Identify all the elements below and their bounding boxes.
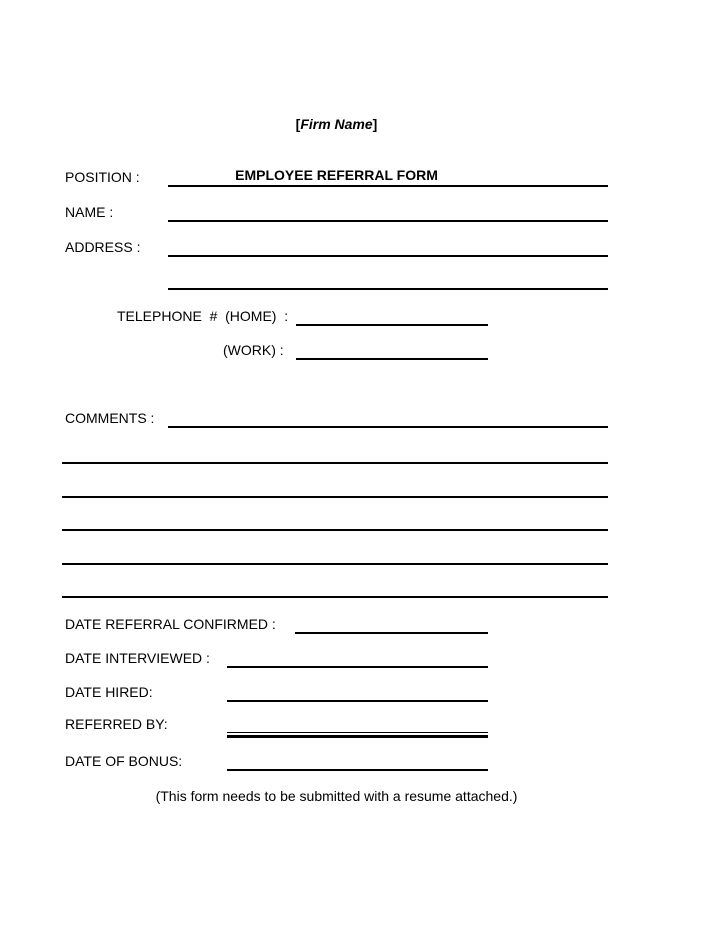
date-hired-blank-line	[227, 684, 488, 702]
date-hired-label: DATE HIRED:	[65, 684, 153, 700]
comments-ruled-blank-line	[62, 596, 608, 598]
name-blank-line	[168, 204, 608, 222]
footer-note: (This form needs to be submitted with a resume attached.)	[155, 788, 518, 804]
position-label: POSITION :	[65, 169, 140, 185]
firm-name-line	[65, 116, 608, 133]
telephone-work-blank-line	[296, 342, 488, 360]
firm-name-bracket-open: [	[295, 116, 301, 132]
telephone-home-label: TELEPHONE # (HOME) :	[117, 308, 289, 324]
address-blank-line-2	[168, 272, 608, 290]
date-interviewed-label: DATE INTERVIEWED :	[65, 650, 210, 666]
comments-ruled-blank-line	[62, 529, 608, 531]
comments-extra-lines	[62, 462, 608, 630]
comments-blank-line	[168, 410, 608, 428]
telephone-home-blank-line	[296, 308, 488, 326]
comments-ruled-blank-line	[62, 462, 608, 464]
address-blank-line-1	[168, 239, 608, 257]
firm-name-placeholder: Firm Name	[300, 116, 373, 132]
comments-ruled-blank-line	[62, 496, 608, 498]
firm-name-bracket-close: ]	[372, 116, 378, 132]
form-title: EMPLOYEE REFERRAL FORM	[235, 167, 438, 183]
date-of-bonus-label: DATE OF BONUS:	[65, 753, 183, 769]
position-blank-line	[168, 169, 608, 187]
referred-by-underline-rule	[227, 735, 488, 738]
date-of-bonus-blank-line	[227, 753, 488, 771]
comments-label: COMMENTS :	[65, 410, 155, 426]
date-referral-confirmed-blank-line	[295, 616, 488, 634]
name-label: NAME :	[65, 204, 114, 220]
form-title-block	[65, 82, 608, 218]
address-label: ADDRESS :	[65, 239, 141, 255]
comments-ruled-blank-line	[62, 563, 608, 565]
date-referral-confirmed-label: DATE REFERRAL CONFIRMED :	[65, 616, 276, 632]
date-interviewed-blank-line	[227, 650, 488, 668]
telephone-work-label: (WORK) :	[223, 342, 284, 358]
referred-by-label: REFERRED BY:	[65, 716, 168, 732]
referred-by-blank-line	[227, 716, 488, 733]
